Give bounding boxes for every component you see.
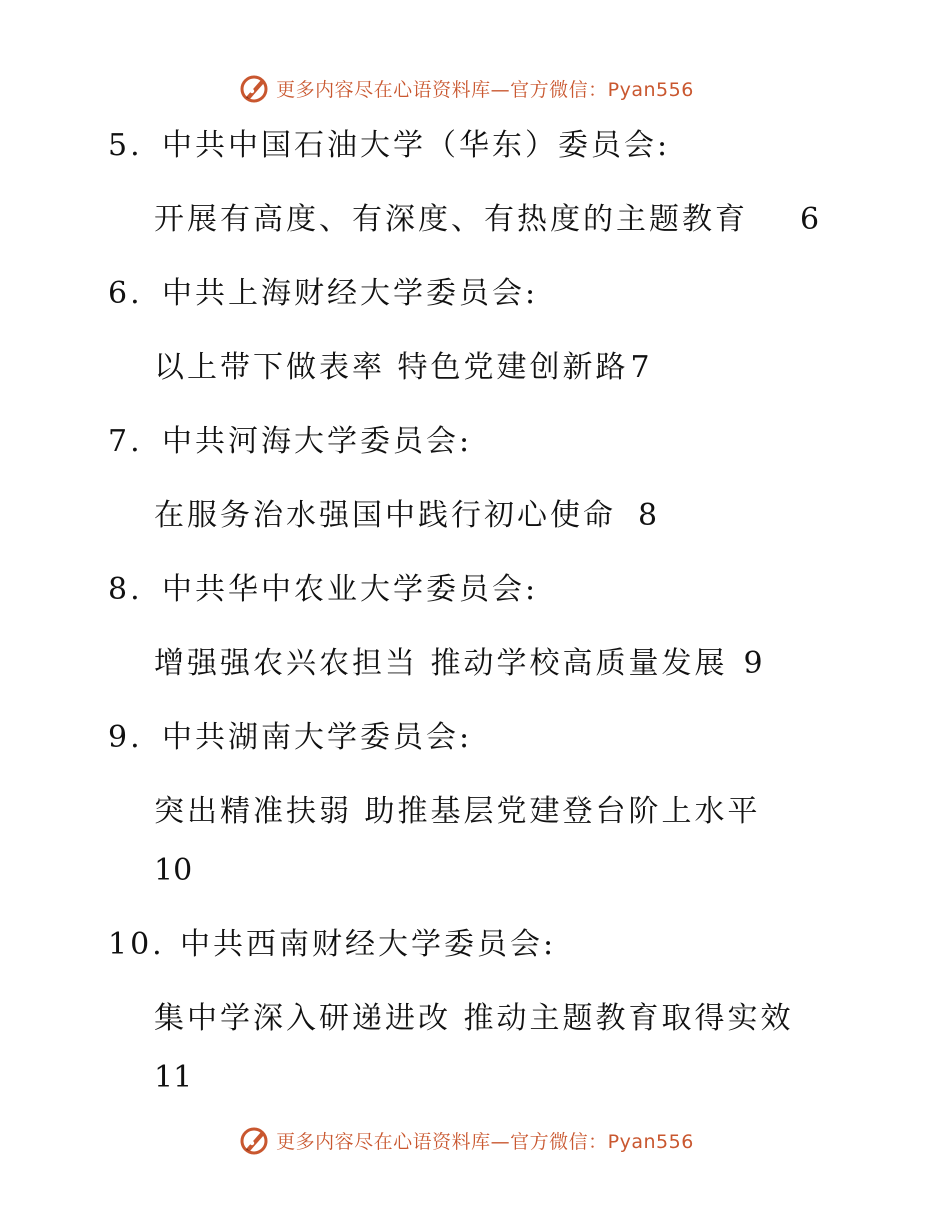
toc-title: 以上带下做表率 特色党建创新路 <box>154 350 629 385</box>
toc-org: 中共中国石油大学（华东）委员会: <box>162 128 671 163</box>
toc-heading <box>108 274 538 314</box>
toc-org: 中共西南财经大学委员会: <box>180 927 557 962</box>
toc-org: 中共华中农业大学委员会: <box>162 572 539 607</box>
toc-heading <box>108 925 556 965</box>
toc-title: 在服务治水强国中践行初心使命 <box>154 498 616 533</box>
toc-org: 中共上海财经大学委员会: <box>162 276 539 311</box>
toc-title: 增强强农兴农担当 推动学校高质量发展 <box>154 646 728 681</box>
toc-page-number: 10 <box>154 853 193 888</box>
toc-entry[interactable] <box>154 999 794 1039</box>
toc-entry[interactable] <box>154 200 819 240</box>
toc-title: 开展有高度、有深度、有热度的主题教育 <box>154 202 748 237</box>
toc-entry[interactable] <box>154 348 650 388</box>
toc-number: 6. <box>108 276 143 311</box>
toc-number: 7. <box>108 424 143 459</box>
toc-entry[interactable] <box>154 792 761 832</box>
toc-heading <box>108 126 670 166</box>
toc-page-number: 11 <box>154 1060 193 1095</box>
toc-title: 集中学深入研递进改 推动主题教育取得实效 <box>154 1001 794 1036</box>
watermark-bottom <box>0 1120 950 1160</box>
toc-org: 中共河海大学委员会: <box>162 424 473 459</box>
watermark-text: 更多内容尽在心语资料库—官方微信：Pyan556 <box>276 1130 694 1153</box>
toc-number: 5. <box>108 128 143 163</box>
toc-org: 中共湖南大学委员会: <box>162 720 473 755</box>
pen-logo-icon <box>238 72 270 104</box>
toc-entry-page-line <box>154 1058 192 1098</box>
toc-page-number: 8 <box>638 498 658 533</box>
toc-page-number: 6 <box>800 202 820 237</box>
toc-heading <box>108 570 538 610</box>
pen-logo-icon <box>238 1124 270 1156</box>
toc-entry[interactable] <box>154 644 763 684</box>
toc-title: 突出精准扶弱 助推基层党建登台阶上水平 <box>154 794 761 829</box>
toc-page-number: 9 <box>743 646 763 681</box>
toc-number: 8. <box>108 572 143 607</box>
toc-entry-page-line <box>154 851 192 891</box>
toc-heading <box>108 718 472 758</box>
watermark-top <box>0 68 950 108</box>
toc-number: 10. <box>108 927 165 962</box>
toc-heading <box>108 422 472 462</box>
toc-number: 9. <box>108 720 143 755</box>
watermark-text: 更多内容尽在心语资料库—官方微信：Pyan556 <box>276 78 694 101</box>
toc-page-number: 7 <box>630 350 650 385</box>
toc-entry[interactable] <box>154 496 657 536</box>
